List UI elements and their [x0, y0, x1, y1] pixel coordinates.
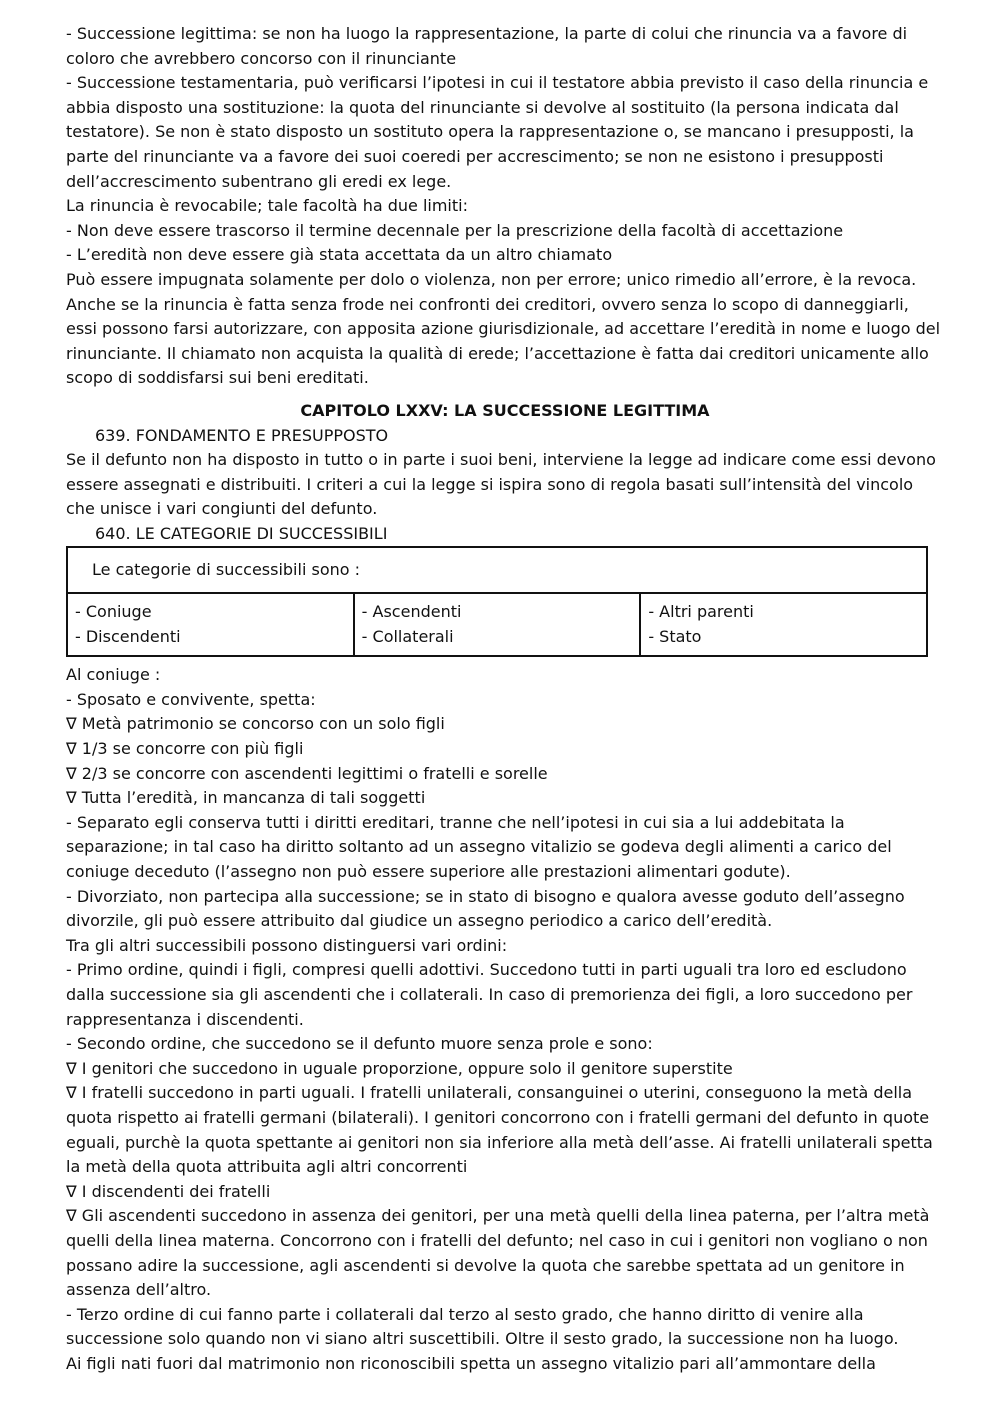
paragraph: - Successione testamentaria, può verificarsi l’ipotesi in cui il testatore abbia previsto il caso della rinuncia e abbia disposto una sostituzione: la quota del rinunciante si devolve al sostituito (la persona indicata dal testatore). Se non è stato disposto un sostituto opera la rappresentazione o, se mancano i presupposti, la parte del rinunciante va a favore dei suoi coeredi per accrescimento; se non ne esistono i presupposti dell’accrescimento subentrano gli eredi ex lege. [66, 73, 929, 191]
paragraph: - L’eredità non deve essere già stata accettata da un altro chiamato [66, 245, 613, 265]
paragraph: - Successione legittima: se non ha luogo la rappresentazione, la parte di colui che rinuncia va a favore di coloro che avrebbero concorso con il rinunciante [66, 24, 908, 68]
bullet-item: ∇ I genitori che succedono in uguale proporzione, oppure solo il genitore superstite [66, 1058, 733, 1078]
paragraph: Ai figli nati fuori dal matrimonio non riconoscibili spetta un assegno vitalizio pari all’ammontare della [66, 1353, 876, 1373]
section-heading-640: 640. LE CATEGORIE DI SUCCESSIBILI [95, 523, 388, 543]
bullet-item: ∇ I fratelli succedono in parti uguali. I fratelli unilaterali, consanguinei o uterini, conseguono la metà della quota rispetto ai fratelli germani (bilaterali). I genitori concorrono con i fratelli germani del defunto in quote eguali, purchè la quota spettante ai genitori non sia inferiore alla metà dell’asse. Ai fratelli unilaterali spetta la metà della quota attribuita agli altri concorrenti [66, 1083, 933, 1177]
categories-cell [640, 593, 927, 656]
category-item: - Discendenti [75, 626, 181, 646]
chapter-title: CAPITOLO LXXV: LA SUCCESSIONE LEGITTIMA [300, 400, 710, 420]
paragraph: - Divorziato, non partecipa alla successione; se in stato di bisogno e qualora avesse goduto dell’assegno divorzile, gli può essere attribuito dal giudice un assegno periodico a carico dell’eredità. [66, 886, 905, 931]
categories-table-header: Le categorie di successibili sono : [67, 547, 927, 593]
section-heading-639: 639. FONDAMENTO E PRESUPPOSTO [95, 425, 389, 445]
bullet-item: ∇ 1/3 se concorre con più figli [66, 739, 304, 759]
categories-cell [67, 593, 354, 656]
paragraph: Anche se la rinuncia è fatta senza frode nei confronti dei creditori, ovvero senza lo scopo di danneggiarli, essi possono farsi autorizzare, con apposita azione giurisdizionale, ad accettare l’eredità in nome e luogo del rinunciante. Il chiamato non acquista la qualità di erede; l’accettazione è fatta dai creditori unicamente allo scopo di soddisfarsi sui beni ereditati. [66, 294, 941, 388]
paragraph: Se il defunto non ha disposto in tutto o in parte i suoi beni, interviene la legge ad indicare come essi devono essere assegnati e distribuiti. I criteri a cui la legge si ispira sono di regola basati sull’intensità del vincolo che unisce i vari congiunti del defunto. [66, 450, 936, 519]
categories-table [66, 546, 928, 657]
paragraph: - Terzo ordine di cui fanno parte i collaterali dal terzo al sesto grado, che hanno diritto di venire alla successione solo quando non vi siano altri suscettibili. Oltre il sesto grado, la successione non ha luogo. [66, 1304, 899, 1349]
paragraph: Tra gli altri successibili possono distinguersi vari ordini: [66, 935, 508, 955]
paragraph: - Non deve essere trascorso il termine decennale per la prescrizione della facoltà di accettazione [66, 220, 844, 240]
paragraph: Al coniuge : [66, 665, 161, 685]
category-item: - Collaterali [361, 626, 454, 646]
paragraph: - Separato egli conserva tutti i diritti ereditari, tranne che nell’ipotesi in cui sia a lui addebitata la separazione; in tal caso ha diritto soltanto ad un assegno vitalizio se godeva degli alimenti a carico del coniuge deceduto (l’assegno non può essere superiore alle prestazioni alimentari godute). [66, 812, 892, 881]
paragraph: La rinuncia è revocabile; tale facoltà ha due limiti: [66, 196, 468, 216]
categories-cell [354, 593, 641, 656]
paragraph: - Primo ordine, quindi i figli, compresi quelli adottivi. Succedono tutti in parti uguali tra loro ed escludono dalla successione sia gli ascendenti che i collaterali. In caso di premorienza dei figli, a loro succedono per rappresentanza i discendenti. [66, 960, 913, 1029]
bullet-item: ∇ Metà patrimonio se concorso con un solo figli [66, 714, 445, 734]
category-item: - Coniuge [75, 602, 152, 622]
bullet-item: ∇ I discendenti dei fratelli [66, 1181, 271, 1201]
bullet-item: ∇ 2/3 se concorre con ascendenti legittimi o fratelli e sorelle [66, 763, 548, 783]
paragraph: Può essere impugnata solamente per dolo o violenza, non per errore; unico rimedio all’errore, è la revoca. [66, 269, 917, 289]
bullet-item: ∇ Tutta l’eredità, in mancanza di tali soggetti [66, 788, 426, 808]
bullet-item: ∇ Gli ascendenti succedono in assenza dei genitori, per una metà quelli della linea paterna, per l’altra metà quelli della linea materna. Concorrono con i fratelli del defunto; nel caso in cui i genitori non vogliano o non possano adire la successione, agli ascendenti si devolve la quota che sarebbe spettata ad un genitore in assenza dell’altro. [66, 1206, 930, 1300]
category-item: - Stato [648, 626, 702, 646]
paragraph: - Sposato e convivente, spetta: [66, 689, 316, 709]
category-item: - Altri parenti [648, 602, 754, 622]
paragraph: - Secondo ordine, che succedono se il defunto muore senza prole e sono: [66, 1034, 653, 1054]
category-item: - Ascendenti [361, 602, 462, 622]
